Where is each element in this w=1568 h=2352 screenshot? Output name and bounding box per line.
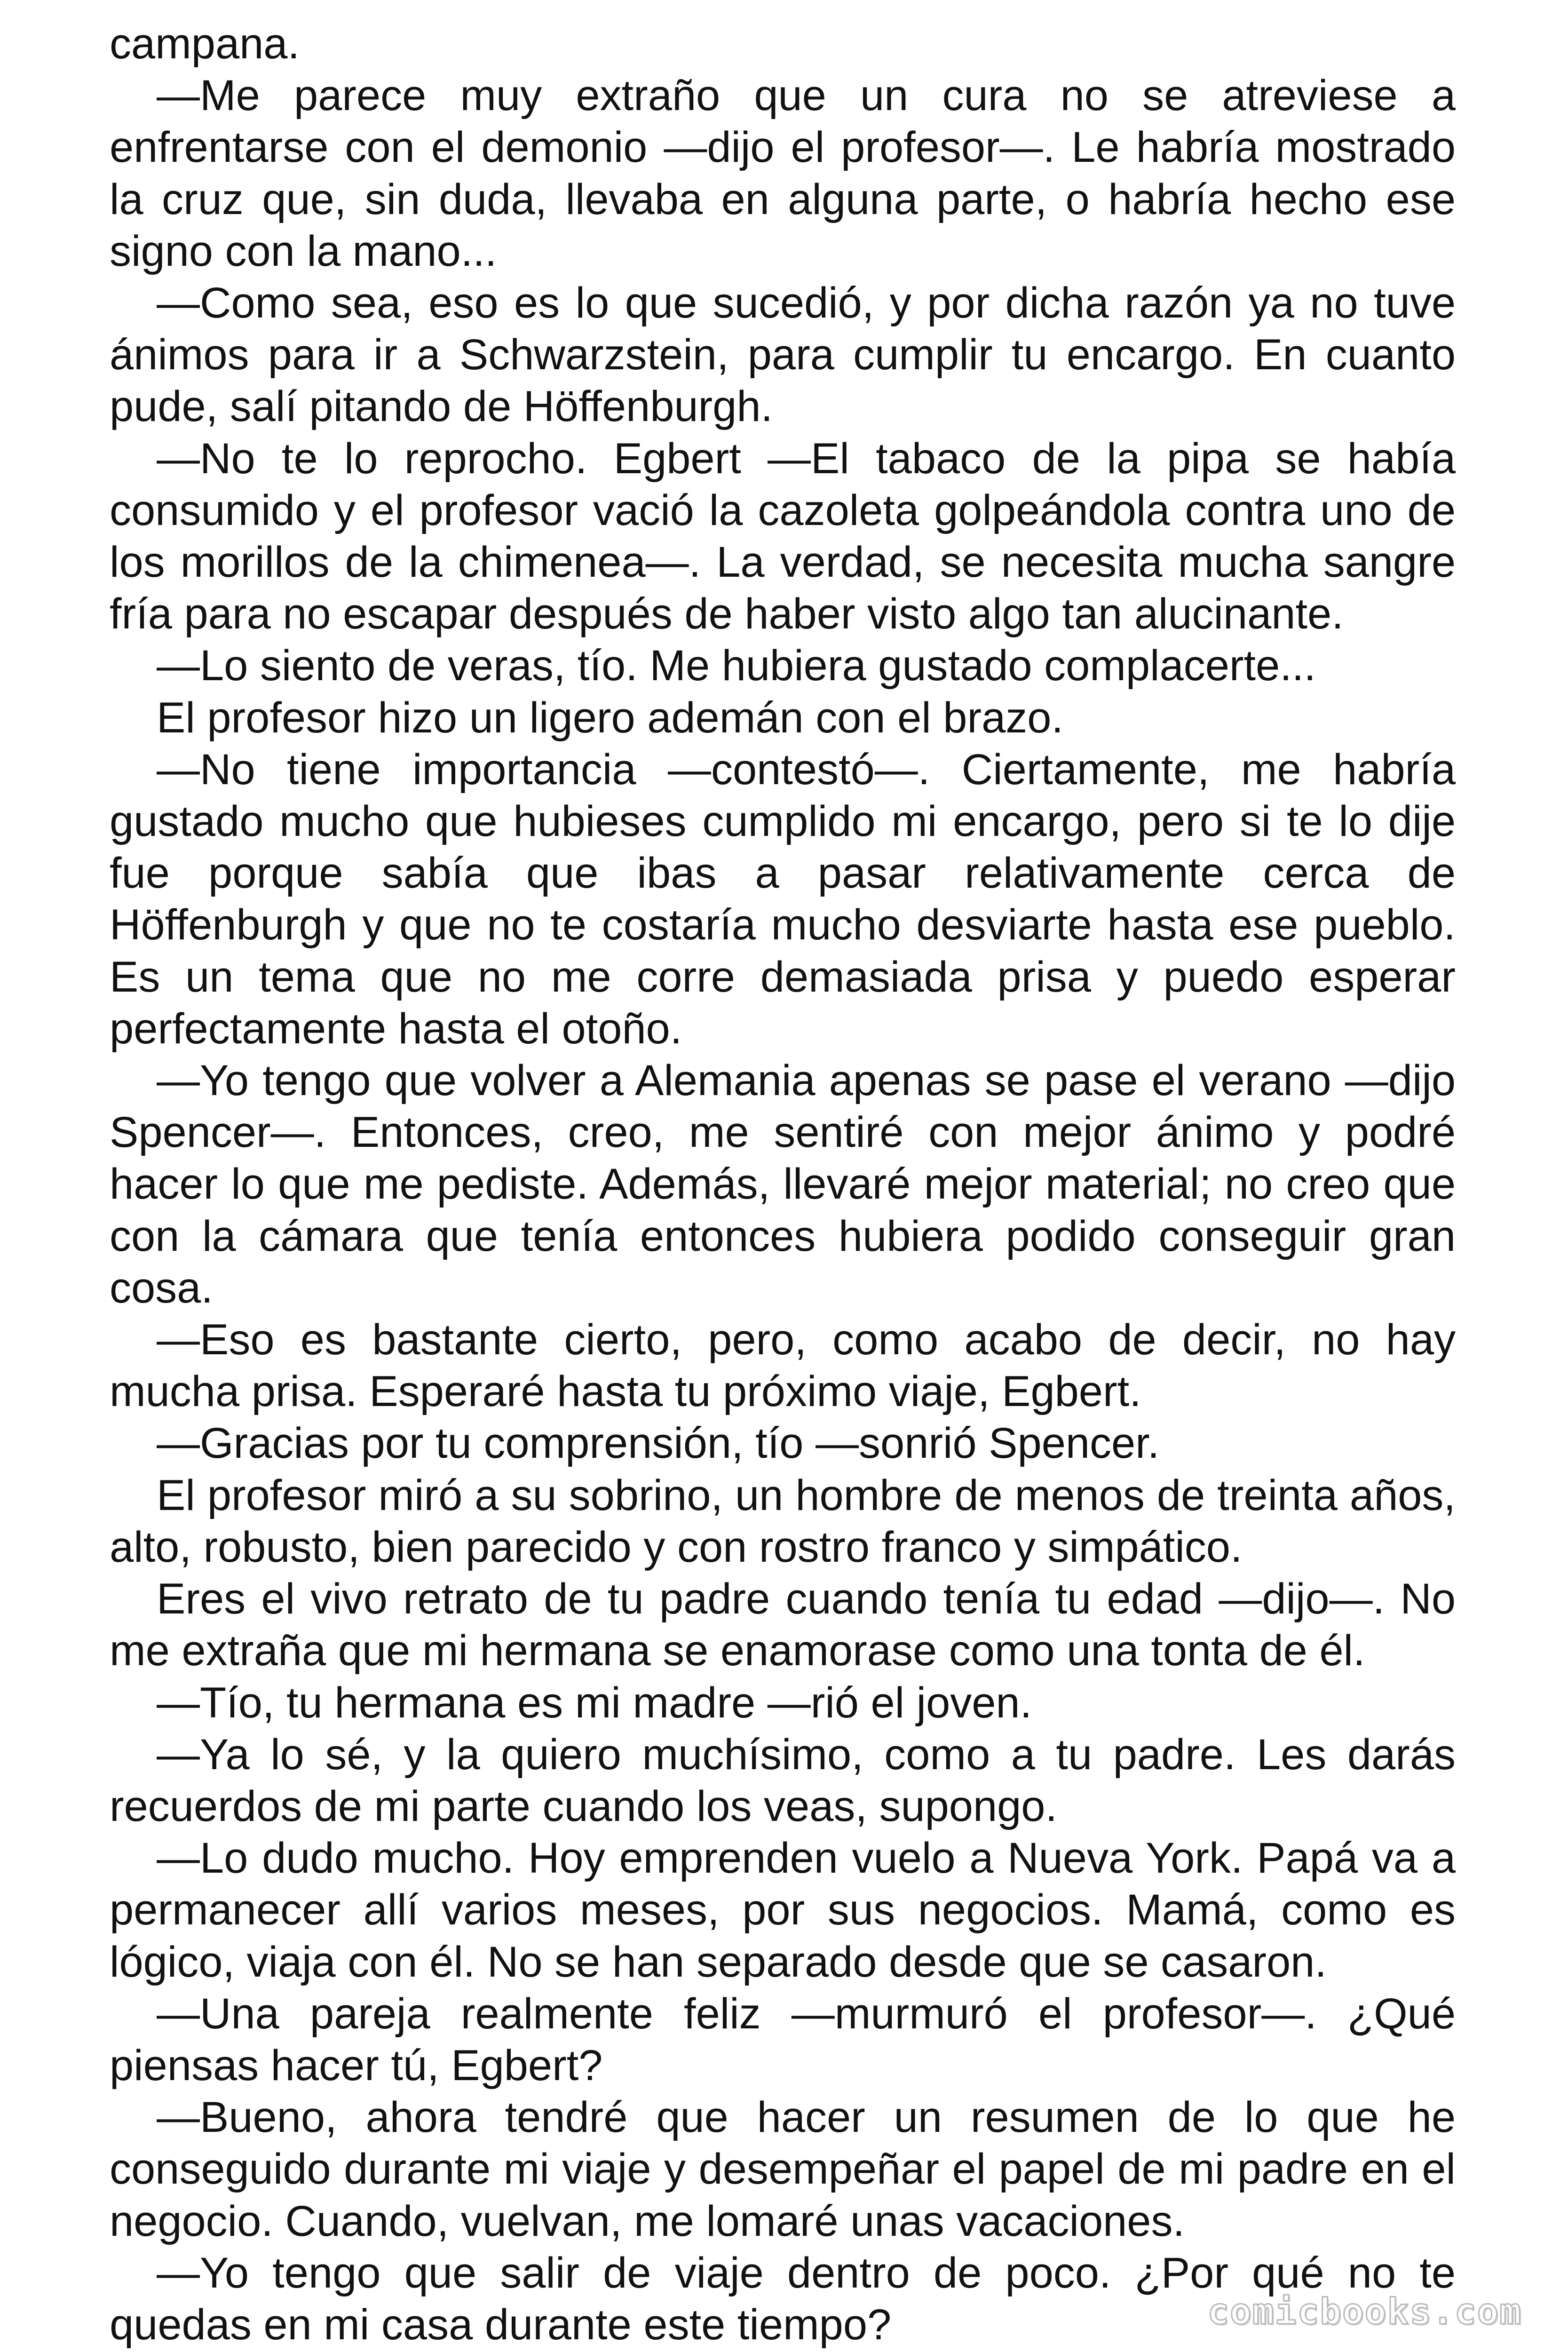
paragraph: —Yo tengo que volver a Alemania apenas se pase el verano —dijo Spencer—. Entonces, creo, me sentiré con mejor ánimo y podré hacer lo que me pediste. Además, llevaré mejor material; no creo que con la cámara que tenía entonces hubiera podido conseguir gran cosa.	[110, 1057, 1456, 1312]
paragraph: —Me parece muy extraño que un cura no se atreviese a enfrentarse con el demonio —dijo el profesor—. Le habría mostrado la cruz que, sin duda, llevaba en alguna parte, o habría hecho ese signo con la mano...	[110, 72, 1456, 275]
paragraph: —Yo tengo que salir de viaje dentro de poco. ¿Por qué no te quedas en mi casa durante este tiempo?	[110, 2249, 1456, 2349]
paragraph-continuation: campana.	[110, 20, 300, 68]
paragraph: —Gracias por tu comprensión, tío —sonrió Spencer.	[157, 1419, 1160, 1468]
paragraph: El profesor hizo un ligero ademán con el brazo.	[157, 693, 1064, 742]
watermark-logo: comicbooks.com	[1207, 2290, 1522, 2332]
paragraph: —Como sea, eso es lo que sucedió, y por dicha razón ya no tuve ánimos para ir a Schwarzstein, para cumplir tu encargo. En cuanto pude, salí pitando de Höffenburgh.	[110, 279, 1456, 431]
paragraph: Eres el vivo retrato de tu padre cuando tenía tu edad —dijo—. No me extraña que mi hermana se enamorase como una tonta de él.	[110, 1575, 1456, 1675]
paragraph: —No tiene importancia —contestó—. Ciertamente, me habría gustado mucho que hubieses cumplido mi encargo, pero si te lo dije fue porque sabía que ibas a pasar relativamente cerca de Höffenburgh y que no te costaría mucho desviarte hasta ese pueblo. Es un tema que no me corre demasiada prisa y puedo esperar perfectamente hasta el otoño.	[110, 745, 1456, 1053]
paragraph: —Ya lo sé, y la quiero muchísimo, como a tu padre. Les darás recuerdos de mi parte cuando los veas, supongo.	[110, 1730, 1456, 1830]
paragraph: —No te lo reprocho. Egbert —El tabaco de la pipa se había consumido y el profesor vació la cazoleta golpeándola contra uno de los morillos de la chimenea—. La verdad, se necesita mucha sangre fría para no escapar después de haber visto algo tan alucinante.	[110, 434, 1456, 638]
paragraph: —Eso es bastante cierto, pero, como acabo de decir, no hay mucha prisa. Esperaré hasta tu próximo viaje, Egbert.	[110, 1316, 1456, 1416]
paragraph: —Una pareja realmente feliz —murmuró el profesor—. ¿Qué piensas hacer tú, Egbert?	[110, 1989, 1456, 2090]
paragraph: —Lo siento de veras, tío. Me hubiera gustado complacerte...	[157, 642, 1316, 690]
paragraph: —Lo dudo mucho. Hoy emprenden vuelo a Nueva York. Papá va a permanecer allí varios meses, por sus negocios. Mamá, como es lógico, viaja con él. No se han separado desde que se casaron.	[110, 1834, 1456, 1986]
paragraph: El profesor miró a su sobrino, un hombre de menos de treinta años, alto, robusto, bien parecido y con rostro franco y simpático.	[110, 1471, 1456, 1571]
paragraph: —Tío, tu hermana es mi madre —rió el joven.	[157, 1678, 1032, 1727]
paragraph: —Bueno, ahora tendré que hacer un resumen de lo que he conseguido durante mi viaje y desempeñar el papel de mi padre en el negocio. Cuando, vuelvan, me lomaré unas vacaciones.	[110, 2093, 1456, 2245]
body-text	[110, 0, 1456, 2351]
book-page	[110, 0, 1456, 2352]
